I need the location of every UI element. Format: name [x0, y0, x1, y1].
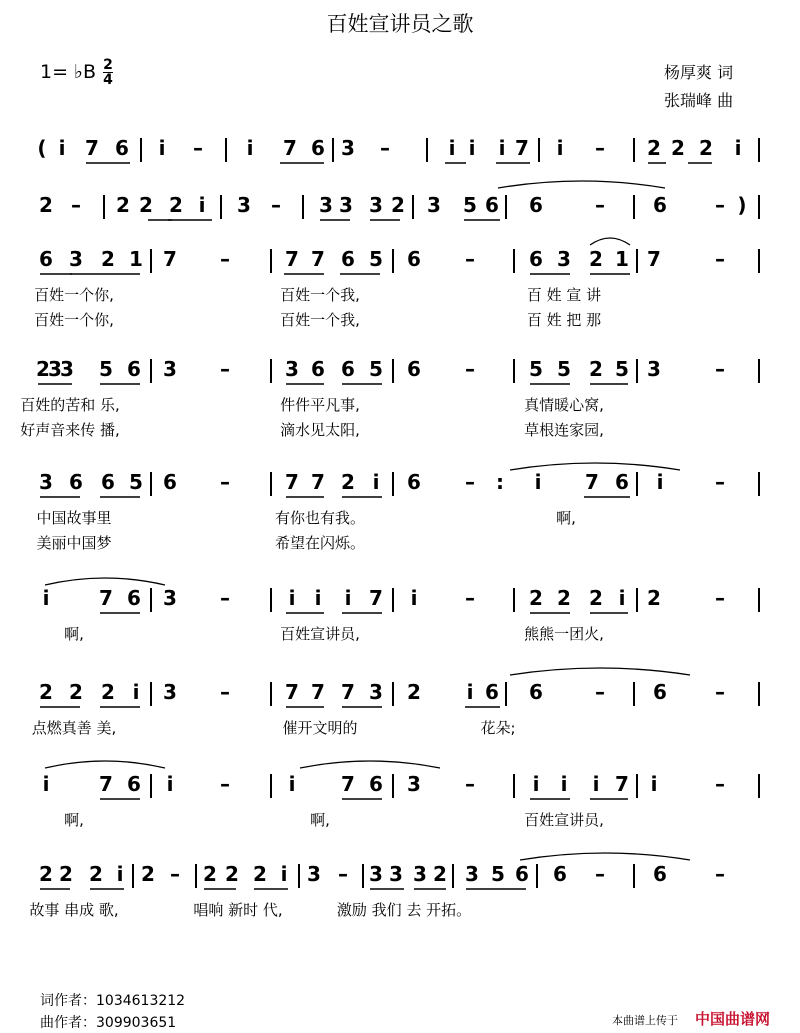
slur	[45, 578, 165, 585]
note: 7	[85, 136, 99, 160]
note: 2	[169, 193, 183, 217]
note: i	[246, 136, 254, 160]
note: 3	[427, 193, 441, 217]
note: 3	[39, 470, 53, 494]
note: 3	[285, 357, 299, 381]
note: 3	[341, 136, 355, 160]
lyric-text: 百姓的苦和 乐,	[20, 396, 120, 414]
lyric-text: 滴水见太阳,	[280, 421, 360, 439]
note: 7	[99, 772, 113, 796]
note: )	[737, 193, 747, 217]
note: 2	[141, 862, 155, 886]
time-numerator: 2	[103, 57, 113, 73]
note: 5	[99, 357, 113, 381]
note: 2	[225, 862, 239, 886]
slur	[300, 761, 440, 768]
note: 3	[407, 772, 421, 796]
note: 5	[463, 193, 477, 217]
note: –	[380, 136, 390, 160]
lyric-text: 熊熊一团火,	[524, 625, 604, 643]
note: 1	[615, 247, 629, 271]
note: 6	[101, 470, 115, 494]
note: i	[42, 772, 50, 796]
lyric-text: 中国故事里	[36, 509, 112, 527]
note: 3	[69, 247, 83, 271]
note: 2	[589, 247, 603, 271]
note: i	[560, 772, 568, 796]
note: –	[715, 772, 725, 796]
lyric-text: 激励 我们 去 开拓。	[336, 901, 472, 919]
composer-credit: 张瑞峰 曲	[664, 91, 734, 110]
note: i	[132, 680, 140, 704]
lyric-text: 唱响 新时 代,	[193, 901, 283, 919]
note: –	[465, 247, 475, 271]
note: –	[595, 680, 605, 704]
lyric-text: 啊,	[310, 811, 330, 829]
note: 6	[615, 470, 629, 494]
note: 2	[647, 136, 661, 160]
note: 6	[653, 193, 667, 217]
note: 6	[115, 136, 129, 160]
slur	[520, 853, 690, 860]
note: –	[715, 470, 725, 494]
note: 3	[60, 357, 74, 381]
note: i	[468, 136, 476, 160]
note: –	[71, 193, 81, 217]
site-brand[interactable]: 中国曲谱网	[695, 1010, 771, 1028]
note: 2	[59, 862, 73, 886]
note: –	[595, 193, 605, 217]
note: 3	[369, 193, 383, 217]
note: i	[42, 586, 50, 610]
note: i	[556, 136, 564, 160]
note: 6	[529, 247, 543, 271]
lyric-text: 故事 串成 歌,	[29, 901, 119, 919]
note: 7	[369, 586, 383, 610]
note: 2	[39, 680, 53, 704]
note: 1	[129, 247, 143, 271]
note: i	[532, 772, 540, 796]
note: i	[650, 772, 658, 796]
note: 2	[589, 357, 603, 381]
note: 7	[341, 680, 355, 704]
note: (	[37, 136, 47, 160]
note: –	[465, 357, 475, 381]
note: 7	[283, 136, 297, 160]
lyric-text: 件件平凡事,	[280, 396, 360, 414]
note: 2	[589, 586, 603, 610]
lyric-text: 真情暖心窝,	[524, 396, 604, 414]
note: 7	[341, 772, 355, 796]
note: 2	[253, 862, 267, 886]
note: 3	[163, 586, 177, 610]
lyric-text: 花朵;	[480, 719, 516, 737]
note: i	[314, 586, 322, 610]
note: 7	[285, 680, 299, 704]
note: 5	[529, 357, 543, 381]
note: 2	[699, 136, 713, 160]
lyric-text: 希望在闪烁。	[274, 534, 366, 552]
note: 2	[69, 680, 83, 704]
note: 6	[163, 470, 177, 494]
note: 2	[89, 862, 103, 886]
note: –	[715, 193, 725, 217]
note: 7	[311, 680, 325, 704]
lyric-text: 百 姓 宣 讲	[526, 286, 602, 304]
slur	[45, 761, 165, 768]
time-denominator: 4	[103, 72, 113, 88]
note: 6	[127, 586, 141, 610]
note: 2	[671, 136, 685, 160]
note: 2	[203, 862, 217, 886]
note: i	[466, 680, 474, 704]
note: 6	[485, 193, 499, 217]
note: 6	[369, 772, 383, 796]
note: 3	[557, 247, 571, 271]
note: 6	[69, 470, 83, 494]
lyric-text: 百姓一个你,	[34, 311, 114, 329]
note: –	[220, 680, 230, 704]
note: 5	[369, 357, 383, 381]
note: :	[496, 470, 504, 494]
note: 3	[389, 862, 403, 886]
note: 6	[311, 136, 325, 160]
note: i	[734, 136, 742, 160]
note: 7	[585, 470, 599, 494]
note: –	[338, 862, 348, 886]
note: –	[220, 357, 230, 381]
note: i	[288, 772, 296, 796]
lyric-text: 草根连家园,	[524, 421, 604, 439]
note: i	[166, 772, 174, 796]
note: 7	[285, 247, 299, 271]
note: 6	[39, 247, 53, 271]
note: 7	[311, 470, 325, 494]
lyric-text: 有你也有我。	[274, 509, 366, 527]
note: 5	[491, 862, 505, 886]
note: 7	[285, 470, 299, 494]
note: 2	[341, 470, 355, 494]
note: 6	[341, 357, 355, 381]
note: –	[715, 862, 725, 886]
note: 2	[116, 193, 130, 217]
note: 5	[369, 247, 383, 271]
note: –	[715, 586, 725, 610]
note: i	[534, 470, 542, 494]
note: 2	[139, 193, 153, 217]
note: 2	[647, 586, 661, 610]
note: i	[618, 586, 626, 610]
note: –	[595, 136, 605, 160]
lyric-text: 啊,	[556, 509, 576, 527]
slur	[510, 668, 690, 675]
note: 6	[311, 357, 325, 381]
note: 5	[557, 357, 571, 381]
note: 3	[237, 193, 251, 217]
lyric-text: 百姓一个我,	[280, 286, 360, 304]
note: 3	[413, 862, 427, 886]
note: –	[715, 357, 725, 381]
note: i	[656, 470, 664, 494]
note: i	[198, 193, 206, 217]
note: 3	[163, 357, 177, 381]
note: 6	[653, 680, 667, 704]
note: 3	[647, 357, 661, 381]
lyric-text: 啊,	[64, 625, 84, 643]
note: 6	[127, 772, 141, 796]
lyric-text: 催开文明的	[282, 719, 358, 737]
note: 5	[615, 357, 629, 381]
lyricist-credit: 杨厚爽 词	[664, 63, 734, 82]
note: 2	[39, 862, 53, 886]
note: i	[410, 586, 418, 610]
lyric-text: 好声音来传 播,	[20, 421, 120, 439]
lyric-text: 百姓宣讲员,	[280, 625, 360, 643]
note: 6	[407, 357, 421, 381]
note: 6	[529, 193, 543, 217]
note: 3	[307, 862, 321, 886]
note: i	[372, 470, 380, 494]
note: i	[344, 586, 352, 610]
note: 6	[653, 862, 667, 886]
page-title: 百姓宣讲员之歌	[326, 12, 474, 36]
note: 7	[163, 247, 177, 271]
note: 3	[319, 193, 333, 217]
note: 6	[341, 247, 355, 271]
slur	[590, 238, 630, 245]
lyric-text: 啊,	[64, 811, 84, 829]
note: 2	[433, 862, 447, 886]
upload-note: 本曲谱上传于	[612, 1014, 678, 1027]
slur	[510, 463, 680, 470]
note: i	[448, 136, 456, 160]
note: –	[465, 772, 475, 796]
note: –	[170, 862, 180, 886]
lyric-text: 百姓一个我,	[280, 311, 360, 329]
note: i	[498, 136, 506, 160]
note: –	[220, 470, 230, 494]
note: 2	[101, 680, 115, 704]
note: 6	[407, 470, 421, 494]
note: –	[715, 680, 725, 704]
note: –	[465, 470, 475, 494]
note: i	[592, 772, 600, 796]
note: 6	[529, 680, 543, 704]
note: i	[280, 862, 288, 886]
lyric-text: 点燃真善 美,	[31, 719, 117, 737]
note: –	[271, 193, 281, 217]
note: 3	[369, 862, 383, 886]
note: i	[158, 136, 166, 160]
note: –	[220, 586, 230, 610]
note: 3	[163, 680, 177, 704]
note: 2	[391, 193, 405, 217]
note: –	[193, 136, 203, 160]
note: i	[288, 586, 296, 610]
note: 3	[48, 357, 62, 381]
note: 5	[129, 470, 143, 494]
note: –	[220, 247, 230, 271]
lyric-text: 美丽中国梦	[36, 534, 112, 552]
note: 6	[515, 862, 529, 886]
note: –	[595, 862, 605, 886]
key-label: 1= ♭B	[40, 61, 97, 83]
note: –	[715, 247, 725, 271]
note: 2	[529, 586, 543, 610]
note: 6	[127, 357, 141, 381]
lyric-text: 百姓一个你,	[34, 286, 114, 304]
note: 7	[515, 136, 529, 160]
note: 6	[407, 247, 421, 271]
note: 6	[485, 680, 499, 704]
note: 2	[39, 193, 53, 217]
note: 2	[101, 247, 115, 271]
composer-id: 曲作者：309903651	[40, 1015, 177, 1031]
note: i	[58, 136, 66, 160]
note: 2	[407, 680, 421, 704]
note: 7	[99, 586, 113, 610]
note: 2	[36, 357, 50, 381]
note: –	[220, 772, 230, 796]
note: 3	[339, 193, 353, 217]
note: 3	[465, 862, 479, 886]
note: 7	[311, 247, 325, 271]
note: 7	[615, 772, 629, 796]
note: 6	[553, 862, 567, 886]
note: –	[465, 586, 475, 610]
note: 2	[557, 586, 571, 610]
lyric-text: 百姓宣讲员,	[524, 811, 604, 829]
note: 7	[647, 247, 661, 271]
note: 3	[369, 680, 383, 704]
note: i	[116, 862, 124, 886]
lyricist-id: 词作者：1034613212	[40, 993, 186, 1009]
lyric-text: 百 姓 把 那	[526, 311, 602, 329]
slur	[498, 181, 665, 188]
